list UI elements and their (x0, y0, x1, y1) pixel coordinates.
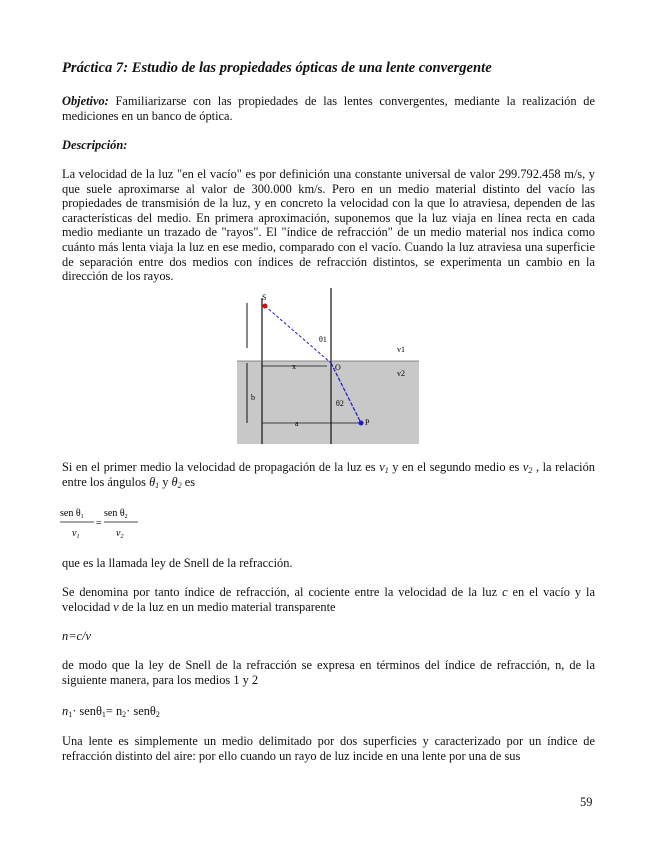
v2-symbol: v (522, 460, 529, 474)
objective-text: Familiarizarse con las propiedades de las lentes convergentes, mediante la realización de mediciones en un banco de óptica. (62, 94, 595, 123)
formula-den2: $v_2$ (116, 528, 124, 540)
label-theta2: θ2 (336, 399, 344, 408)
label-theta1: θ1 (319, 335, 327, 344)
theta1-symbol: θ (149, 474, 156, 489)
v1-symbol: v (379, 460, 385, 474)
lens-paragraph: Una lente es simplemente un medio delimitado por dos superficies y caracterizado por un índice de refracción distinto del aire: por ello cuando un rayo de luz incide en una lente por una de sus (62, 734, 595, 763)
formula-num1: sen $\theta_1$ (60, 508, 84, 520)
formula-num2: sen $\theta_2$ (104, 508, 128, 520)
v2-subscript: 2 (528, 466, 533, 475)
snell-law-sentence: que es la llamada ley de Snell de la refracción. (62, 556, 293, 570)
label-v2: v2 (397, 369, 405, 378)
objective-paragraph (62, 94, 595, 123)
velocity-paragraph (62, 460, 595, 489)
c-symbol: c (502, 585, 508, 599)
intro-paragraph: La velocidad de la luz "en el vacío" es por definición una constante universal de valor 299.792.458 m/s, y que suele aproximarse al valor de 300.000 km/s. Pero en un medio material distinto del vacío las propiedades de transmisión de la luz, y en concreto la velocidad con la que lo atraviesa, dependen de las características del medio. En primera aproximación, suponemos que la luz viaja en línea recta en cada medio mediante un trazado de "rayos". El "índice de refracción" de un medio material nos indica como cuánto más lenta viaja la luz en ese medio, comparado con el vacío. Cuando la luz atraviesa una superficie de separación entre dos medios con índices de refracción distintos, se experimenta un cambio en la dirección de los rayos. (62, 167, 595, 284)
formula-equals: = (96, 518, 102, 529)
description-heading (62, 138, 595, 153)
velocity-text-c: , la relación entre los ángulos (62, 460, 595, 489)
eq-n2-sub: 2 (122, 710, 127, 719)
index-text-d: de la luz en un medio material transparente (118, 599, 336, 614)
eq-n1-sub: 1 (68, 710, 73, 719)
theta2-symbol: θ (171, 474, 178, 489)
eq-sen2: · senθ (126, 704, 156, 718)
snell-index-paragraph: de modo que la ley de Snell de la refracción se expresa en términos del índice de refracción, n, de la siguiente manera, para los medios 1 y 2 (62, 658, 595, 687)
page-number: 59 (580, 795, 593, 809)
label-destination: P (365, 418, 370, 427)
label-x: x (292, 362, 296, 371)
v1-subscript: 1 (384, 466, 389, 475)
eq-sen1: · senθ (72, 704, 102, 718)
label-a: a (295, 419, 299, 428)
description-label: Descripción: (62, 138, 128, 152)
index-equation: n=c/v (62, 629, 91, 643)
snell-index-equation (62, 704, 595, 719)
snell-formula (60, 503, 140, 541)
formula-den1: $v_1$ (72, 528, 80, 540)
destination-point (359, 421, 364, 426)
objective-label: Objetivo: (62, 94, 109, 108)
v-symbol: v (113, 599, 119, 614)
label-origin: O (335, 363, 341, 372)
label-b: b (251, 393, 255, 402)
label-source: S (262, 293, 267, 302)
source-point (263, 304, 268, 309)
refraction-figure (237, 288, 419, 444)
index-text-a: Se denomina por tanto índice de refracción, al cociente entre la velocidad de la luz (62, 585, 503, 599)
refraction-index-paragraph (62, 585, 595, 614)
velocity-text-b: y en el segundo medio es (388, 460, 523, 474)
eq-theta1-sub: 1 (101, 710, 106, 719)
velocity-text-d: y (159, 474, 172, 489)
theta2-subscript: 2 (177, 480, 182, 490)
velocity-text-a: Si en el primer medio la velocidad de propagación de la luz es (62, 460, 380, 474)
index-text-b: en el vacío y la velocidad (62, 585, 595, 614)
velocity-text-e: es (181, 474, 196, 489)
label-v1: v1 (397, 345, 405, 354)
second-medium-region (237, 361, 419, 444)
theta1-subscript: 1 (155, 480, 160, 490)
eq-equals-n2: = n (105, 704, 123, 718)
eq-theta2-sub: 2 (155, 710, 160, 719)
eq-n1: n (62, 704, 69, 718)
page-title: Práctica 7: Estudio de las propiedades ópticas de una lente convergente (62, 60, 492, 76)
